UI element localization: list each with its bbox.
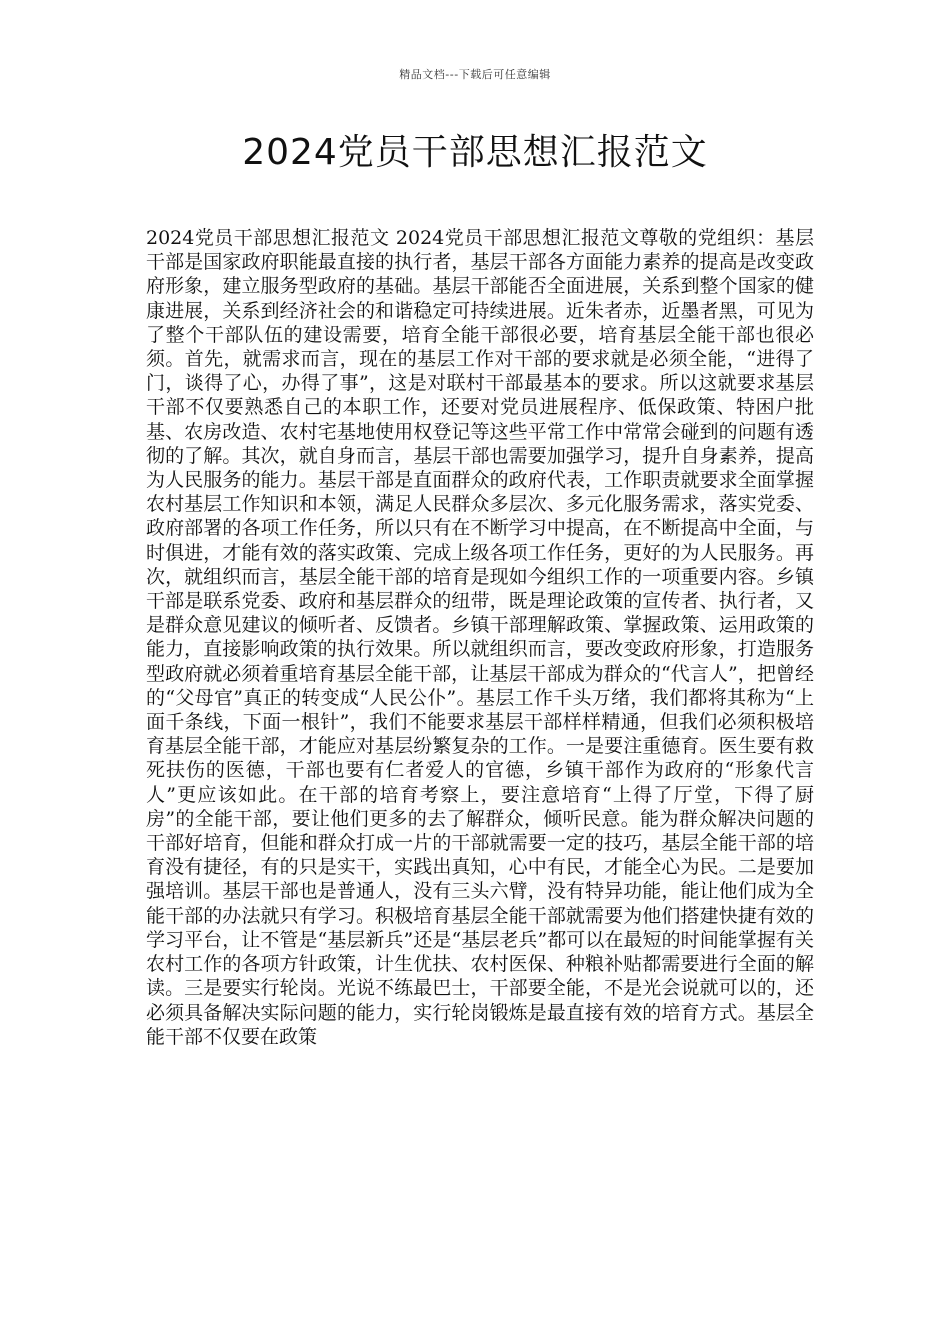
document-title: 2024党员干部思想汇报范文	[242, 132, 708, 173]
header-note: 精品文档---下载后可任意编辑	[399, 68, 551, 81]
body-paragraph: 2024党员干部思想汇报范文 2024党员干部思想汇报范文尊敬的党组织：基层干部是国家政府职能最直接的执行者，基层干部各方面能力素养的提高是改变政府形象，建立服务型政府的基础。基层干部能否全面进展，关系到整个国家的健康进展，关系到经济社会的和谐稳定可持续进展。近朱者赤，近墨者黑，可见为了整个干部队伍的建设需要，培育全能干部很必要，培育基层全能干部也很必须。首先，就需求而言，现在的基层工作对干部的要求就是必须全能，“进得了门，谈得了心，办得了事”，这是对联村干部最基本的要求。所以这就要求基层干部不仅要熟悉自己的本职工作，还要对党员进展程序、低保政策、特困户批基、农房改造、农村宅基地使用权登记等这些平常工作中常常会碰到的问题有透彻的了解。其次，就自身而言，基层干部也需要加强学习，提升自身素养，提高为人民服务的能力。基层干部是直面群众的政府代表，工作职责就要求全面掌握农村基层工作知识和本领，满足人民群众多层次、多元化服务需求，落实党委、政府部署的各项工作任务，所以只有在不断学习中提高，在不断提高中全面，与时俱进，才能有效的落实政策、完成上级各项工作任务，更好的为人民服务。再次，就组织而言，基层全能干部的培育是现如今组织工作的一项重要内容。乡镇干部是联系党委、政府和基层群众的纽带，既是理论政策的宣传者、执行者，又是群众意见建议的倾听者、反馈者。乡镇干部理解政策、掌握政策、运用政策的能力，直接影响政策的执行效果。所以就组织而言，要改变政府形象，打造服务型政府就必须着重培育基层全能干部，让基层干部成为群众的“代言人”，把曾经的“父母官”真正的转变成“人民公仆”。基层工作千头万绪，我们都将其称为“上面千条线，下面一根针”，我们不能要求基层干部样样精通，但我们必须积极培育基层全能干部，才能应对基层纷繁复杂的工作。一是要注重德育。医生要有救死扶伤的医德，干部也要有仁者爱人的官德，乡镇干部作为政府的“形象代言人”更应该如此。在干部的培育考察上，要注意培育“上得了厅堂，下得了厨房”的全能干部，要让他们更多的去了解群众，倾听民意。能为群众解决问题的干部好培育，但能和群众打成一片的干部就需要一定的技巧，基层全能干部的培育没有捷径，有的只是实干，实践出真知，心中有民，才能全心为民。二是要加强培训。基层干部也是普通人，没有三头六臂，没有特异功能，能让他们成为全能干部的办法就只有学习。积极培育基层全能干部就需要为他们搭建快捷有效的学习平台，让不管是“基层新兵”还是“基层老兵”都可以在最短的时间能掌握有关农村工作的各项方针政策，计生优扶、农村医保、种粮补贴都需要进行全面的解读。三是要实行轮岗。光说不练最巴士，干部要全能，不是光会说就可以的，还必须具备解决实际问题的能力，实行轮岗锻炼是最直接有效的培育方式。基层全能干部不仅要在政策	[146, 227, 814, 1048]
